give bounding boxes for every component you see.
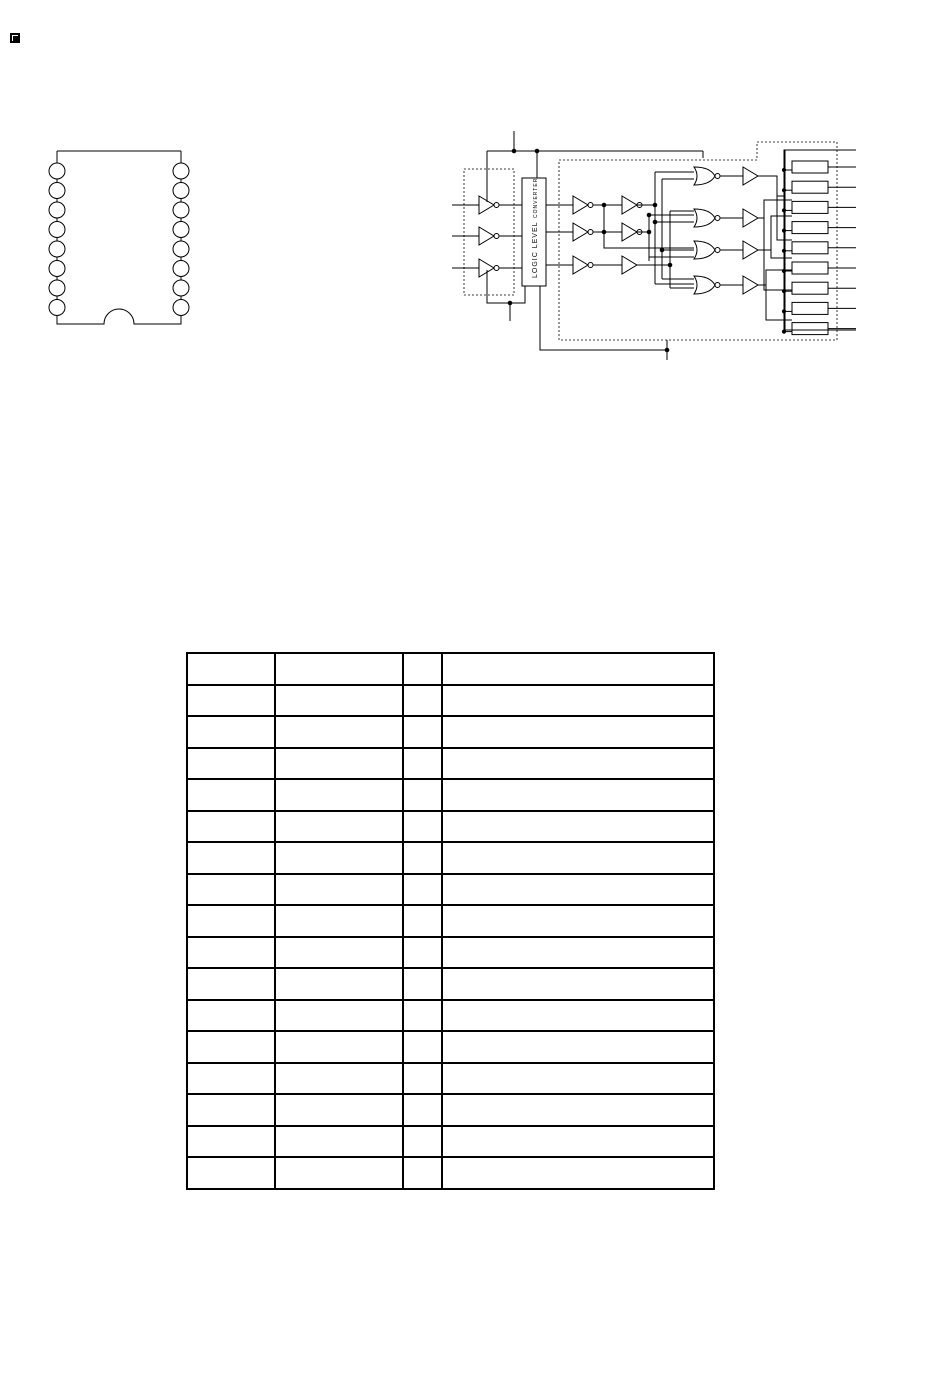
resistor-icon [792,222,828,234]
table-cell [403,1157,442,1189]
table-cell [403,716,442,748]
table-cell [442,937,714,969]
ic-pin-icon [49,261,65,277]
table-cell [187,1000,275,1032]
table-cell [442,653,714,685]
table-cell [442,1063,714,1095]
table-row [187,748,714,780]
output-resistor-array [758,150,856,335]
table-row [187,653,714,685]
table-cell [403,968,442,1000]
table-cell [403,842,442,874]
table-row [187,1126,714,1158]
table-cell [275,1126,403,1158]
table-cell [275,653,403,685]
table-cell [187,905,275,937]
table-row [187,1094,714,1126]
table-row [187,779,714,811]
table-cell [275,748,403,780]
table-row [187,1031,714,1063]
table-cell [187,811,275,843]
table-cell [275,811,403,843]
ic-pin-icon [173,183,189,199]
schematic-canvas [0,0,950,650]
inverter-icon [573,223,588,241]
table-row [187,905,714,937]
table-cell [442,1094,714,1126]
table-cell [442,1126,714,1158]
table-cell [275,937,403,969]
block-diagram [452,131,856,360]
ic-pin-icon [49,280,65,296]
ic-pin-icon [49,183,65,199]
table-row [187,937,714,969]
table-cell [442,811,714,843]
table-cell [187,842,275,874]
table-cell [187,685,275,717]
table-cell [442,842,714,874]
resistor-icon [792,302,828,314]
table-cell [187,1126,275,1158]
ic-pin-icon [173,261,189,277]
table-cell [403,779,442,811]
ic-pin-icon [49,163,65,179]
ic-package-outline [49,151,189,324]
output-buffer-icon [743,167,758,185]
nor-gate-icon [694,241,715,259]
table-cell [275,1157,403,1189]
table-cell [403,905,442,937]
table-cell [403,937,442,969]
resistor-icon [792,201,828,213]
table-cell [403,1000,442,1032]
buffer-icon [622,256,637,274]
table-cell [442,968,714,1000]
input-inverter-icon [479,227,494,245]
resistor-icon [792,181,828,193]
ic-pin-icon [49,241,65,257]
table-cell [275,874,403,906]
table-row [187,842,714,874]
table-cell [403,811,442,843]
table-cell [187,874,275,906]
table-cell [187,1031,275,1063]
table-cell [187,1094,275,1126]
output-buffer-icon [743,209,758,227]
inverter-icon [573,256,588,274]
output-buffer-icon [743,241,758,259]
ic-pin-icon [49,222,65,238]
table-cell [403,748,442,780]
nor-gate-icon [694,167,715,185]
table-row [187,716,714,748]
table-cell [275,1063,403,1095]
table-cell [403,1126,442,1158]
resistor-icon [792,282,828,294]
table-cell [403,874,442,906]
table-cell [187,1063,275,1095]
table-row [187,1063,714,1095]
table-cell [275,779,403,811]
table-row [187,968,714,1000]
table-cell [275,842,403,874]
ic-pin-icon [173,241,189,257]
table-cell [187,748,275,780]
table-cell [403,1063,442,1095]
table-cell [275,1031,403,1063]
output-buffer-icon [743,276,758,294]
buffer-icon [622,223,637,241]
ic-pin-icon [173,300,189,316]
table-row [187,1000,714,1032]
table-cell [442,716,714,748]
nor-gate-icon [694,276,715,294]
table-cell [442,905,714,937]
table-cell [403,1031,442,1063]
pin-description-table [186,652,715,1190]
table-cell [275,716,403,748]
table-cell [442,1031,714,1063]
table-cell [442,874,714,906]
table-cell [442,748,714,780]
table-row [187,811,714,843]
table-cell [442,1000,714,1032]
input-buffer-region [464,169,514,295]
resistor-icon [792,262,828,274]
table-cell [187,653,275,685]
table-cell [275,685,403,717]
table-cell [403,1094,442,1126]
table-cell [187,937,275,969]
table-row [187,874,714,906]
table-cell [442,779,714,811]
table-row [187,1157,714,1189]
inverter-icon [573,196,588,214]
ic-pin-icon [173,280,189,296]
table-cell [187,716,275,748]
ic-pin-icon [49,300,65,316]
table-cell [442,685,714,717]
logic-level-label: LOGIC LEVEL [532,221,539,278]
left-pin-column [49,163,65,316]
table-cell [187,968,275,1000]
ic-pin-icon [173,222,189,238]
table-row [187,685,714,717]
right-pin-column [173,163,189,316]
table-cell [275,1000,403,1032]
table-cell [275,905,403,937]
resistor-icon [792,242,828,254]
table-cell [403,685,442,717]
table-cell [187,1157,275,1189]
ic-pin-icon [173,163,189,179]
table-cell [187,779,275,811]
resistor-icon [792,161,828,173]
nor-gate-icon [694,209,715,227]
ic-pin-icon [173,202,189,218]
table-cell [442,1157,714,1189]
converter-label: CONVERTER [533,177,539,218]
ic-pin-icon [49,202,65,218]
buffer-icon [622,196,637,214]
table-cell [275,968,403,1000]
resistor-icon [792,323,828,335]
table-cell [275,1094,403,1126]
table-cell [403,653,442,685]
